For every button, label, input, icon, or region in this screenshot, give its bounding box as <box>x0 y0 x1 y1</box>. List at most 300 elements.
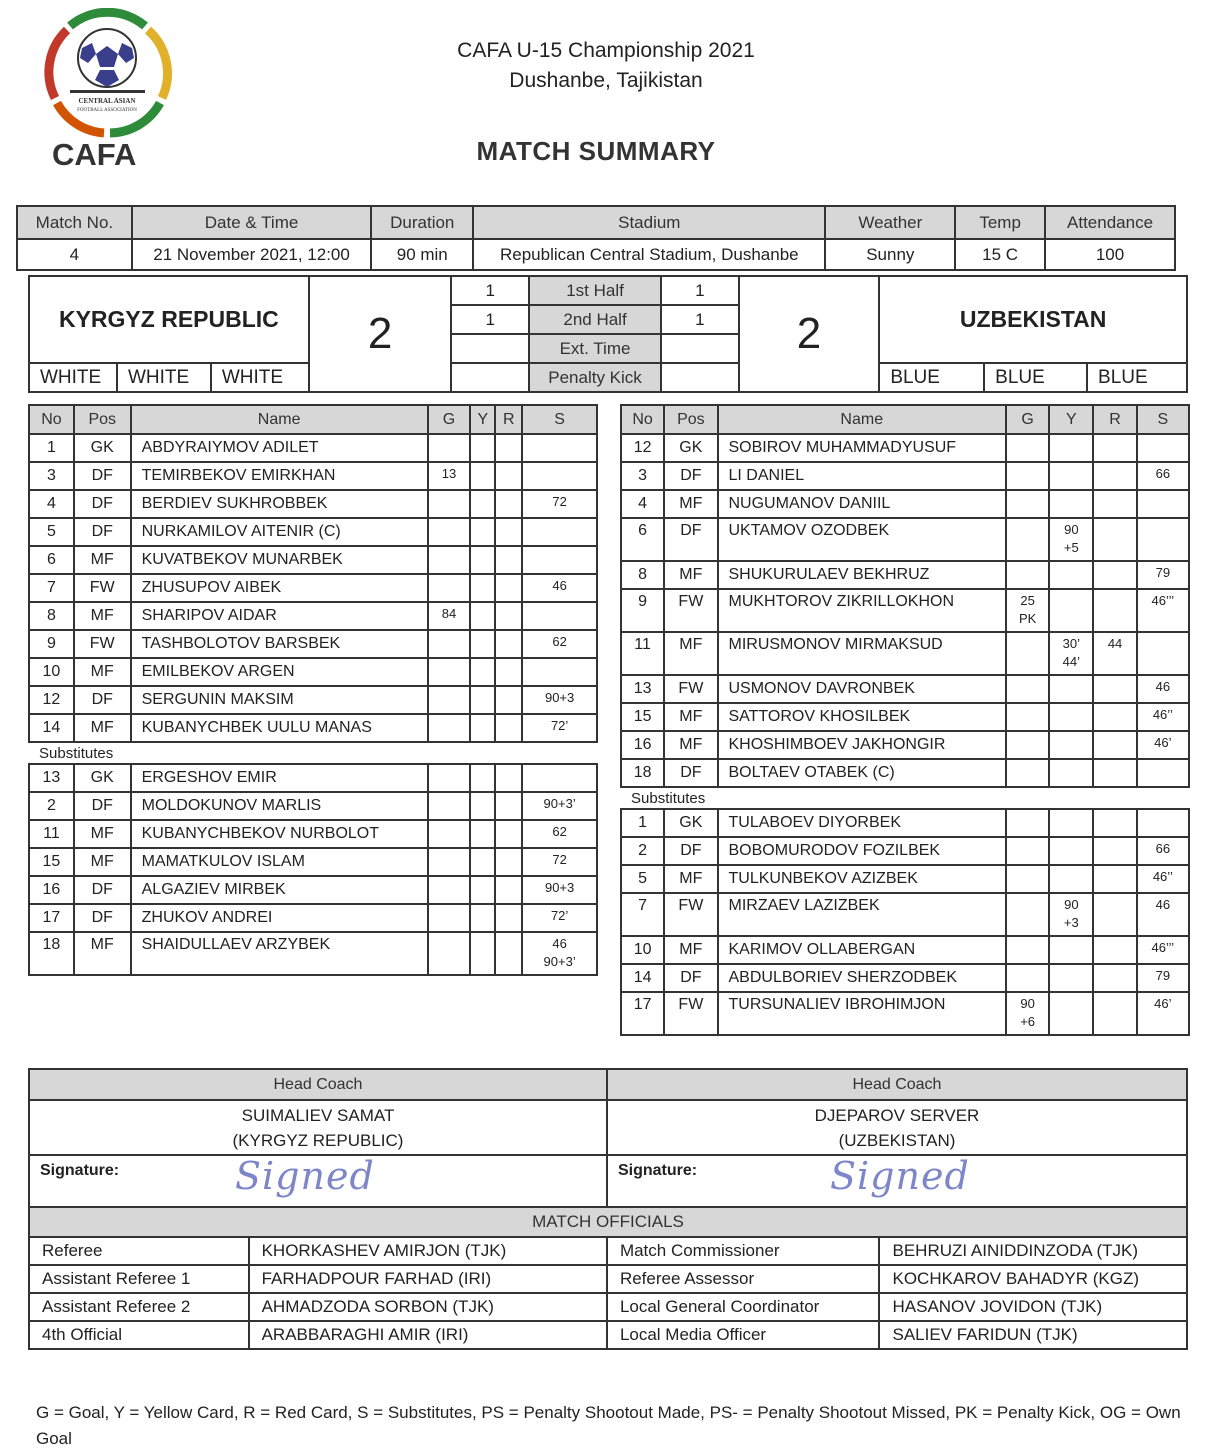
substitutes-label-row <box>621 787 1189 809</box>
title-line-1: CAFA U-15 Championship 2021 <box>457 39 755 62</box>
home-coach-name: SUIMALIEV SAMAT <box>241 1105 395 1125</box>
player-name: KUVATBEKOV MUNARBEK <box>131 546 428 574</box>
away-1st-half: 1 <box>661 276 739 305</box>
attendance-header: Attendance <box>1045 206 1175 239</box>
home-1st-half: 1 <box>451 276 529 305</box>
home-coach <box>29 1100 607 1155</box>
col-name: Name <box>718 405 1007 434</box>
player-g <box>428 658 471 686</box>
player-no: 3 <box>29 462 74 490</box>
period-1st-half: 1st Half <box>529 276 661 305</box>
away-2nd-half: 1 <box>661 305 739 334</box>
player-y <box>1049 992 1093 1035</box>
player-r <box>495 434 522 462</box>
starters-player-row <box>621 518 1189 561</box>
player-pos: MF <box>664 632 717 675</box>
player-pos: FW <box>74 630 131 658</box>
home-coach-team: (KYRGYZ REPUBLIC) <box>232 1130 404 1150</box>
player-g: 90 +6 <box>1006 992 1049 1035</box>
player-g <box>428 686 471 714</box>
player-pos: MF <box>74 546 131 574</box>
player-g <box>428 714 471 742</box>
player-g <box>1006 809 1049 837</box>
player-g <box>1006 893 1049 936</box>
substitutes-label: Substitutes <box>621 787 1189 809</box>
player-no: 4 <box>29 490 74 518</box>
starters-player-row <box>29 714 597 742</box>
player-s: 46’’ <box>1137 703 1189 731</box>
subs-player-row <box>29 932 597 975</box>
player-name: ABDYRAIYMOV ADILET <box>131 434 428 462</box>
starters-player-row <box>621 703 1189 731</box>
starters-player-row <box>29 630 597 658</box>
player-s: 62 <box>522 630 597 658</box>
player-pos: DF <box>74 686 131 714</box>
official-role: Local Media Officer <box>607 1321 880 1349</box>
player-pos: MF <box>664 561 717 589</box>
player-y <box>470 876 495 904</box>
player-no: 18 <box>29 932 74 975</box>
player-no: 11 <box>621 632 664 675</box>
player-y <box>470 792 495 820</box>
player-r <box>495 764 522 792</box>
player-name: BOLTAEV OTABEK (C) <box>718 759 1007 787</box>
player-s <box>1137 759 1189 787</box>
player-g <box>428 546 471 574</box>
player-g <box>428 574 471 602</box>
weather-value: Sunny <box>825 239 955 270</box>
player-g <box>428 876 471 904</box>
col-sub: S <box>522 405 597 434</box>
player-no: 17 <box>621 992 664 1035</box>
col-name: Name <box>131 405 428 434</box>
player-s: 46’ <box>1137 731 1189 759</box>
player-pos: DF <box>664 518 717 561</box>
home-team-name: KYRGYZ REPUBLIC <box>29 276 309 363</box>
stadium-header: Stadium <box>473 206 825 239</box>
player-s: 90+3 <box>522 876 597 904</box>
svg-text:CENTRAL ASIAN: CENTRAL ASIAN <box>78 97 136 105</box>
official-row <box>29 1237 1187 1265</box>
col-yellow: Y <box>1049 405 1093 434</box>
match-no-value: 4 <box>17 239 132 270</box>
player-g <box>1006 837 1049 865</box>
official-name: AHMADZODA SORBON (TJK) <box>249 1293 607 1321</box>
player-pos: DF <box>664 759 717 787</box>
player-g <box>428 630 471 658</box>
official-row <box>29 1265 1187 1293</box>
championship-title <box>400 36 812 96</box>
player-g <box>428 848 471 876</box>
player-name: MIRZAEV LAZIZBEK <box>718 893 1007 936</box>
player-no: 8 <box>29 602 74 630</box>
player-r <box>495 792 522 820</box>
player-g <box>428 904 471 932</box>
player-r <box>495 714 522 742</box>
subs-player-row <box>29 820 597 848</box>
player-pos: FW <box>664 589 717 632</box>
away-kit-socks: BLUE <box>1087 363 1187 392</box>
home-kit-shirt: WHITE <box>29 363 117 392</box>
player-name: SHAIDULLAEV ARZYBEK <box>131 932 428 975</box>
starters-player-row <box>29 518 597 546</box>
player-s: 72’ <box>522 904 597 932</box>
player-g <box>1006 703 1049 731</box>
player-name: TULKUNBEKOV AZIZBEK <box>718 865 1007 893</box>
player-pos: FW <box>74 574 131 602</box>
official-role: Assistant Referee 1 <box>29 1265 249 1293</box>
away-kit-shirt: BLUE <box>879 363 984 392</box>
player-no: 13 <box>621 675 664 703</box>
player-r <box>495 546 522 574</box>
player-no: 6 <box>29 546 74 574</box>
player-y <box>470 686 495 714</box>
player-y <box>1049 865 1093 893</box>
player-pos: DF <box>74 462 131 490</box>
player-s: 66 <box>1137 462 1189 490</box>
player-name: KUBANYCHBEKOV NURBOLOT <box>131 820 428 848</box>
player-pos: GK <box>74 764 131 792</box>
starters-player-row <box>621 462 1189 490</box>
player-no: 5 <box>621 865 664 893</box>
player-name: TURSUNALIEV IBROHIMJON <box>718 992 1007 1035</box>
starters-player-row <box>29 574 597 602</box>
player-g <box>1006 434 1049 462</box>
col-red: R <box>495 405 522 434</box>
player-no: 17 <box>29 904 74 932</box>
player-name: TASHBOLOTOV BARSBEK <box>131 630 428 658</box>
player-name: MAMATKULOV ISLAM <box>131 848 428 876</box>
away-signature-cell <box>607 1155 1187 1207</box>
player-r <box>495 820 522 848</box>
player-r <box>495 490 522 518</box>
player-s: 72’ <box>522 714 597 742</box>
player-pos: FW <box>664 992 717 1035</box>
player-r <box>1093 809 1136 837</box>
official-role: 4th Official <box>29 1321 249 1349</box>
subs-player-row <box>621 893 1189 936</box>
col-yellow: Y <box>470 405 495 434</box>
player-name: SHARIPOV AIDAR <box>131 602 428 630</box>
home-signature-label: Signature: <box>40 1162 120 1179</box>
player-r <box>1093 675 1136 703</box>
player-r <box>1093 759 1136 787</box>
player-no: 2 <box>621 837 664 865</box>
player-r <box>1093 837 1136 865</box>
away-team-name: UZBEKISTAN <box>879 276 1187 363</box>
player-y <box>1049 490 1093 518</box>
player-s <box>522 462 597 490</box>
player-y <box>470 518 495 546</box>
period-penalty-kick: Penalty Kick <box>529 363 661 392</box>
starters-player-row <box>29 658 597 686</box>
player-name: UKTAMOV OZODBEK <box>718 518 1007 561</box>
away-coach <box>607 1100 1187 1155</box>
col-red: R <box>1093 405 1136 434</box>
official-role: Local General Coordinator <box>607 1293 880 1321</box>
player-pos: DF <box>664 837 717 865</box>
player-no: 11 <box>29 820 74 848</box>
player-r <box>1093 462 1136 490</box>
official-name: BEHRUZI AINIDDINZODA (TJK) <box>879 1237 1187 1265</box>
player-r <box>1093 561 1136 589</box>
official-role: Referee <box>29 1237 249 1265</box>
away-kit-shorts: BLUE <box>984 363 1087 392</box>
home-kit-shorts: WHITE <box>117 363 211 392</box>
player-no: 10 <box>621 936 664 964</box>
col-no: No <box>621 405 664 434</box>
player-name: BOBOMURODOV FOZILBEK <box>718 837 1007 865</box>
player-s <box>1137 632 1189 675</box>
player-s <box>1137 490 1189 518</box>
player-pos: MF <box>74 820 131 848</box>
player-r <box>495 574 522 602</box>
player-y <box>470 434 495 462</box>
away-ext-time <box>661 334 739 363</box>
match-no-header: Match No. <box>17 206 132 239</box>
player-r <box>1093 865 1136 893</box>
starters-player-row <box>29 602 597 630</box>
substitutes-label: Substitutes <box>29 742 597 764</box>
date-time-value: 21 November 2021, 12:00 <box>132 239 372 270</box>
player-no: 14 <box>29 714 74 742</box>
player-s: 90+3 <box>522 686 597 714</box>
player-name: KHOSHIMBOEV JAKHONGIR <box>718 731 1007 759</box>
player-pos: GK <box>664 434 717 462</box>
player-pos: DF <box>74 490 131 518</box>
player-g <box>428 518 471 546</box>
col-sub: S <box>1137 405 1189 434</box>
player-pos: MF <box>664 865 717 893</box>
player-y <box>470 574 495 602</box>
player-name: ZHUSUPOV AIBEK <box>131 574 428 602</box>
official-name: ARABBARAGHI AMIR (IRI) <box>249 1321 607 1349</box>
player-r <box>1093 518 1136 561</box>
player-g: 84 <box>428 602 471 630</box>
player-r <box>495 518 522 546</box>
player-no: 1 <box>621 809 664 837</box>
player-no: 13 <box>29 764 74 792</box>
coach-table <box>28 1068 1188 1208</box>
player-pos: DF <box>74 518 131 546</box>
starters-player-row <box>29 462 597 490</box>
player-g <box>1006 632 1049 675</box>
player-r <box>1093 936 1136 964</box>
player-y <box>470 820 495 848</box>
player-y <box>470 462 495 490</box>
player-no: 16 <box>29 876 74 904</box>
player-s: 90+3’ <box>522 792 597 820</box>
player-s: 46’’’ <box>1137 589 1189 632</box>
starters-player-row <box>621 434 1189 462</box>
player-g <box>1006 518 1049 561</box>
stadium-value: Republican Central Stadium, Dushanbe <box>473 239 825 270</box>
player-no: 10 <box>29 658 74 686</box>
player-s: 72 <box>522 490 597 518</box>
player-r <box>1093 731 1136 759</box>
player-name: USMONOV DAVRONBEK <box>718 675 1007 703</box>
player-name: SATTOROV KHOSILBEK <box>718 703 1007 731</box>
player-r <box>1093 992 1136 1035</box>
player-name: EMILBEKOV ARGEN <box>131 658 428 686</box>
player-r <box>1093 434 1136 462</box>
player-y <box>1049 731 1093 759</box>
player-name: ABDULBORIEV SHERZODBEK <box>718 964 1007 992</box>
player-s: 66 <box>1137 837 1189 865</box>
player-g <box>1006 865 1049 893</box>
player-g <box>1006 936 1049 964</box>
player-g <box>1006 964 1049 992</box>
attendance-value: 100 <box>1045 239 1175 270</box>
player-y <box>470 602 495 630</box>
player-pos: GK <box>74 434 131 462</box>
player-s <box>1137 434 1189 462</box>
player-pos: GK <box>664 809 717 837</box>
player-r <box>495 848 522 876</box>
starters-player-row <box>621 675 1189 703</box>
player-r <box>1093 490 1136 518</box>
player-y <box>470 490 495 518</box>
subs-player-row <box>29 876 597 904</box>
page-heading: MATCH SUMMARY <box>476 136 716 166</box>
player-y <box>1049 561 1093 589</box>
player-no: 8 <box>621 561 664 589</box>
home-lineup-header-row <box>29 405 597 434</box>
starters-player-row <box>29 546 597 574</box>
starters-player-row <box>621 490 1189 518</box>
date-time-header: Date & Time <box>132 206 372 239</box>
player-pos: FW <box>664 893 717 936</box>
player-name: MUKHTOROV ZIKRILLOKHON <box>718 589 1007 632</box>
player-pos: MF <box>664 490 717 518</box>
substitutes-label-row <box>29 742 597 764</box>
home-ext-time <box>451 334 529 363</box>
player-g <box>428 792 471 820</box>
player-no: 6 <box>621 518 664 561</box>
player-pos: DF <box>74 904 131 932</box>
cafa-logo <box>40 8 175 173</box>
player-r <box>495 658 522 686</box>
player-g <box>428 820 471 848</box>
home-kit-socks: WHITE <box>211 363 309 392</box>
player-s <box>522 546 597 574</box>
starters-player-row <box>29 686 597 714</box>
player-name: SOBIROV MUHAMMADYUSUF <box>718 434 1007 462</box>
player-r <box>1093 893 1136 936</box>
player-g <box>428 932 471 975</box>
player-y <box>470 932 495 975</box>
home-penalty-kick <box>451 363 529 392</box>
player-r <box>1093 703 1136 731</box>
player-r: 44 <box>1093 632 1136 675</box>
col-pos: Pos <box>664 405 717 434</box>
player-name: LI DANIEL <box>718 462 1007 490</box>
subs-player-row <box>621 992 1189 1035</box>
player-y <box>470 714 495 742</box>
player-name: SHUKURULAEV BEKHRUZ <box>718 561 1007 589</box>
player-name: ALGAZIEV MIRBEK <box>131 876 428 904</box>
starters-player-row <box>621 589 1189 632</box>
player-r <box>495 876 522 904</box>
official-role: Match Commissioner <box>607 1237 880 1265</box>
official-role: Assistant Referee 2 <box>29 1293 249 1321</box>
player-s: 79 <box>1137 964 1189 992</box>
player-no: 9 <box>29 630 74 658</box>
player-g <box>1006 759 1049 787</box>
logo-text: CAFA <box>52 137 137 172</box>
player-no: 1 <box>29 434 74 462</box>
player-name: TEMIRBEKOV EMIRKHAN <box>131 462 428 490</box>
subs-player-row <box>29 904 597 932</box>
away-coach-name: DJEPAROV SERVER <box>814 1105 980 1125</box>
player-g <box>1006 462 1049 490</box>
player-y <box>1049 809 1093 837</box>
player-no: 4 <box>621 490 664 518</box>
player-pos: MF <box>664 731 717 759</box>
player-s: 62 <box>522 820 597 848</box>
subs-player-row <box>29 764 597 792</box>
player-s: 72 <box>522 848 597 876</box>
subs-player-row <box>621 837 1189 865</box>
official-row <box>29 1293 1187 1321</box>
col-goal: G <box>428 405 471 434</box>
player-pos: DF <box>664 964 717 992</box>
duration-value: 90 min <box>371 239 473 270</box>
home-coach-header: Head Coach <box>29 1069 607 1100</box>
player-s: 79 <box>1137 561 1189 589</box>
player-s: 46 90+3’ <box>522 932 597 975</box>
player-name: KUBANYCHBEK UULU MANAS <box>131 714 428 742</box>
player-pos: MF <box>74 602 131 630</box>
home-signature-cell <box>29 1155 607 1207</box>
player-pos: MF <box>74 848 131 876</box>
player-y <box>1049 462 1093 490</box>
period-ext-time: Ext. Time <box>529 334 661 363</box>
player-y <box>470 658 495 686</box>
player-y: 90 +3 <box>1049 893 1093 936</box>
official-name: HASANOV JOVIDON (TJK) <box>879 1293 1187 1321</box>
player-y <box>1049 675 1093 703</box>
player-r <box>495 932 522 975</box>
player-g: 13 <box>428 462 471 490</box>
player-no: 2 <box>29 792 74 820</box>
col-pos: Pos <box>74 405 131 434</box>
player-s: 46 <box>1137 893 1189 936</box>
player-name: SERGUNIN MAKSIM <box>131 686 428 714</box>
home-2nd-half: 1 <box>451 305 529 334</box>
player-pos: DF <box>664 462 717 490</box>
player-r <box>495 686 522 714</box>
player-r <box>495 462 522 490</box>
player-y <box>470 764 495 792</box>
player-g <box>428 490 471 518</box>
score-table <box>28 275 1188 393</box>
player-y <box>1049 589 1093 632</box>
player-s: 46 <box>522 574 597 602</box>
player-name: KARIMOV OLLABERGAN <box>718 936 1007 964</box>
subs-player-row <box>29 792 597 820</box>
player-pos: DF <box>74 876 131 904</box>
player-pos: MF <box>664 703 717 731</box>
officials-table <box>28 1206 1188 1350</box>
col-goal: G <box>1006 405 1049 434</box>
player-s: 46’ <box>1137 992 1189 1035</box>
official-role: Referee Assessor <box>607 1265 880 1293</box>
player-no: 5 <box>29 518 74 546</box>
col-no: No <box>29 405 74 434</box>
svg-text:FOOTBALL ASSOCIATION: FOOTBALL ASSOCIATION <box>77 108 137 113</box>
home-total-goals: 2 <box>309 276 452 392</box>
